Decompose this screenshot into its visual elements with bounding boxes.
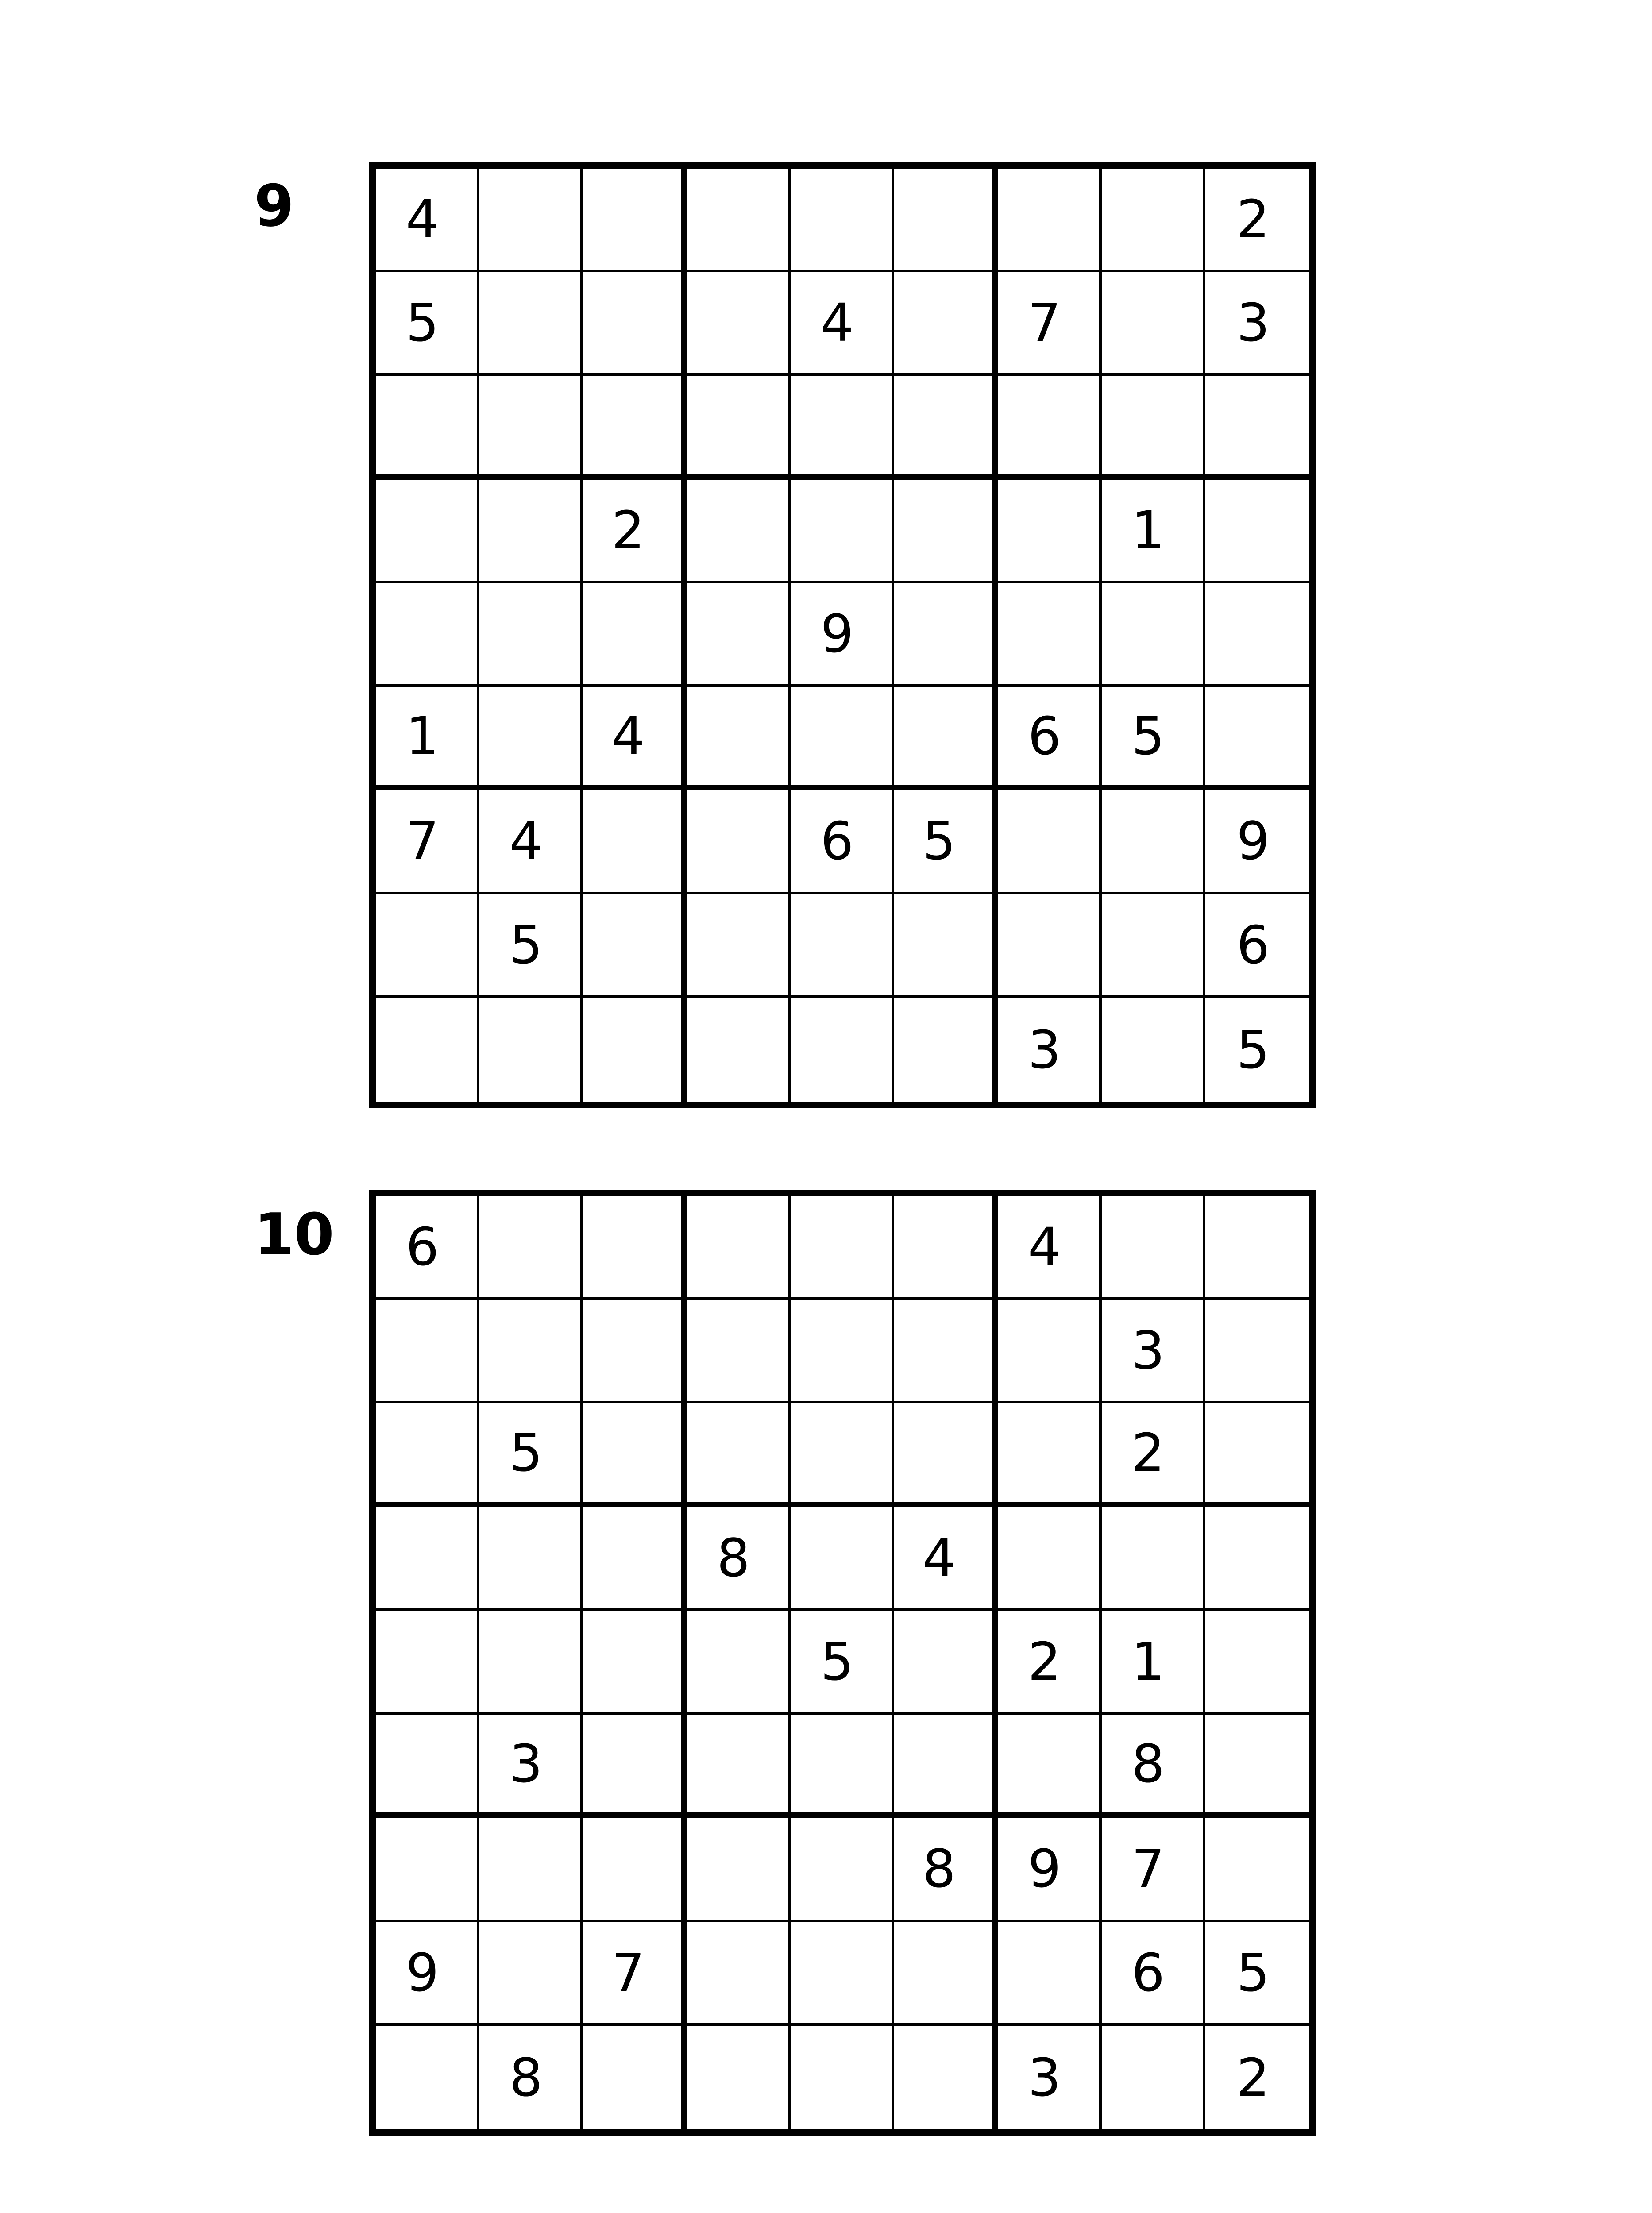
given-cell: 9 [376, 1922, 479, 2026]
empty-cell[interactable] [894, 1922, 998, 2026]
empty-cell[interactable] [687, 169, 791, 272]
given-cell: 3 [1205, 272, 1309, 376]
empty-cell[interactable] [376, 1818, 479, 1922]
empty-cell[interactable] [998, 1300, 1101, 1403]
empty-cell[interactable] [687, 790, 791, 894]
empty-cell[interactable] [376, 2026, 479, 2129]
given-cell: 5 [479, 1403, 583, 1507]
given-cell: 3 [998, 2026, 1101, 2129]
sudoku-grid-9 [369, 162, 1316, 1108]
empty-cell[interactable] [583, 2026, 687, 2129]
empty-cell[interactable] [687, 1715, 791, 1818]
given-cell: 8 [1102, 1715, 1205, 1818]
given-cell: 4 [376, 169, 479, 272]
empty-cell[interactable] [894, 1196, 998, 1300]
empty-cell[interactable] [1102, 2026, 1205, 2129]
given-cell: 7 [998, 272, 1101, 376]
empty-cell[interactable] [687, 1818, 791, 1922]
empty-cell[interactable] [1205, 687, 1309, 790]
empty-cell[interactable] [998, 480, 1101, 583]
empty-cell[interactable] [583, 1715, 687, 1818]
puzzle-number-10: 10 [254, 1201, 334, 1268]
empty-cell[interactable] [1102, 790, 1205, 894]
empty-cell[interactable] [479, 1818, 583, 1922]
empty-cell[interactable] [687, 1922, 791, 2026]
empty-cell[interactable] [894, 272, 998, 376]
empty-cell[interactable] [479, 169, 583, 272]
empty-cell[interactable] [687, 894, 791, 998]
empty-cell[interactable] [1205, 1818, 1309, 1922]
empty-cell[interactable] [376, 376, 479, 479]
empty-cell[interactable] [376, 480, 479, 583]
empty-cell[interactable] [376, 1715, 479, 1818]
empty-cell[interactable] [687, 376, 791, 479]
empty-cell[interactable] [1205, 583, 1309, 687]
given-cell: 9 [998, 1818, 1101, 1922]
given-cell: 8 [894, 1818, 998, 1922]
given-cell: 4 [791, 272, 894, 376]
empty-cell[interactable] [998, 376, 1101, 479]
empty-cell[interactable] [687, 998, 791, 1102]
empty-cell[interactable] [687, 1611, 791, 1715]
empty-cell[interactable] [894, 1611, 998, 1715]
empty-cell[interactable] [687, 1196, 791, 1300]
empty-cell[interactable] [791, 2026, 894, 2129]
empty-cell[interactable] [1205, 1300, 1309, 1403]
empty-cell[interactable] [479, 1507, 583, 1611]
given-cell: 8 [687, 1507, 791, 1611]
empty-cell[interactable] [583, 894, 687, 998]
empty-cell[interactable] [894, 1715, 998, 1818]
empty-cell[interactable] [791, 894, 894, 998]
empty-cell[interactable] [1205, 1507, 1309, 1611]
given-cell: 6 [998, 687, 1101, 790]
empty-cell[interactable] [479, 1611, 583, 1715]
empty-cell[interactable] [894, 998, 998, 1102]
empty-cell[interactable] [687, 480, 791, 583]
empty-cell[interactable] [583, 1300, 687, 1403]
empty-cell[interactable] [791, 1715, 894, 1818]
given-cell: 1 [1102, 1611, 1205, 1715]
empty-cell[interactable] [687, 687, 791, 790]
empty-cell[interactable] [1205, 480, 1309, 583]
given-cell: 7 [583, 1922, 687, 2026]
given-cell: 3 [998, 998, 1101, 1102]
empty-cell[interactable] [791, 1403, 894, 1507]
given-cell: 9 [1205, 790, 1309, 894]
empty-cell[interactable] [376, 894, 479, 998]
empty-cell[interactable] [791, 1507, 894, 1611]
empty-cell[interactable] [894, 1300, 998, 1403]
given-cell: 4 [894, 1507, 998, 1611]
empty-cell[interactable] [998, 1715, 1101, 1818]
given-cell: 4 [583, 687, 687, 790]
empty-cell[interactable] [1205, 1403, 1309, 1507]
given-cell: 6 [376, 1196, 479, 1300]
empty-cell[interactable] [479, 376, 583, 479]
empty-cell[interactable] [791, 1300, 894, 1403]
given-cell: 7 [376, 790, 479, 894]
empty-cell[interactable] [687, 583, 791, 687]
empty-cell[interactable] [1102, 1196, 1205, 1300]
empty-cell[interactable] [1205, 1196, 1309, 1300]
empty-cell[interactable] [687, 1403, 791, 1507]
empty-cell[interactable] [894, 687, 998, 790]
sudoku-grid-10 [369, 1190, 1316, 2136]
given-cell: 5 [1205, 1922, 1309, 2026]
empty-cell[interactable] [791, 169, 894, 272]
empty-cell[interactable] [998, 169, 1101, 272]
empty-cell[interactable] [583, 272, 687, 376]
given-cell: 6 [1102, 1922, 1205, 2026]
given-cell: 7 [1102, 1818, 1205, 1922]
puzzle-number-9: 9 [254, 172, 294, 239]
given-cell: 9 [791, 583, 894, 687]
given-cell: 1 [376, 687, 479, 790]
empty-cell[interactable] [583, 790, 687, 894]
empty-cell[interactable] [791, 480, 894, 583]
empty-cell[interactable] [1102, 376, 1205, 479]
given-cell: 3 [1102, 1300, 1205, 1403]
empty-cell[interactable] [583, 1196, 687, 1300]
given-cell: 5 [479, 894, 583, 998]
given-cell: 4 [479, 790, 583, 894]
given-cell: 8 [479, 2026, 583, 2129]
empty-cell[interactable] [479, 1300, 583, 1403]
empty-cell[interactable] [583, 1818, 687, 1922]
empty-cell[interactable] [687, 2026, 791, 2129]
empty-cell[interactable] [1102, 169, 1205, 272]
empty-cell[interactable] [791, 376, 894, 479]
empty-cell[interactable] [376, 998, 479, 1102]
given-cell: 2 [1102, 1403, 1205, 1507]
given-cell: 2 [998, 1611, 1101, 1715]
empty-cell[interactable] [791, 1922, 894, 2026]
empty-cell[interactable] [998, 1922, 1101, 2026]
empty-cell[interactable] [376, 583, 479, 687]
empty-cell[interactable] [894, 2026, 998, 2129]
empty-cell[interactable] [479, 272, 583, 376]
empty-cell[interactable] [687, 272, 791, 376]
empty-cell[interactable] [583, 1611, 687, 1715]
empty-cell[interactable] [894, 376, 998, 479]
given-cell: 5 [1102, 687, 1205, 790]
empty-cell[interactable] [583, 376, 687, 479]
given-cell: 5 [791, 1611, 894, 1715]
empty-cell[interactable] [1102, 894, 1205, 998]
empty-cell[interactable] [583, 583, 687, 687]
empty-cell[interactable] [1205, 376, 1309, 479]
empty-cell[interactable] [894, 480, 998, 583]
given-cell: 5 [1236, 1019, 1270, 1080]
given-cell: 2 [1205, 169, 1309, 272]
empty-cell[interactable] [791, 1196, 894, 1300]
empty-cell[interactable] [376, 1403, 479, 1507]
empty-cell[interactable] [791, 687, 894, 790]
empty-cell[interactable] [1205, 1715, 1309, 1818]
given-cell: 6 [791, 790, 894, 894]
empty-cell[interactable] [894, 169, 998, 272]
empty-cell[interactable] [583, 1403, 687, 1507]
given-cell: 5 [894, 790, 998, 894]
empty-cell[interactable] [894, 1403, 998, 1507]
empty-cell[interactable] [687, 1300, 791, 1403]
empty-cell[interactable] [1102, 583, 1205, 687]
given-cell: 1 [1102, 480, 1205, 583]
empty-cell[interactable] [376, 1300, 479, 1403]
given-cell: 2 [1236, 2047, 1270, 2108]
empty-cell[interactable] [998, 790, 1101, 894]
empty-cell[interactable] [1102, 1507, 1205, 1611]
given-cell: 4 [998, 1196, 1101, 1300]
empty-cell[interactable] [998, 1403, 1101, 1507]
empty-cell[interactable] [998, 583, 1101, 687]
empty-cell[interactable] [583, 169, 687, 272]
empty-cell[interactable] [583, 998, 687, 1102]
empty-cell[interactable] [583, 1507, 687, 1611]
empty-cell[interactable] [791, 998, 894, 1102]
empty-cell[interactable] [376, 1611, 479, 1715]
empty-cell[interactable] [376, 1507, 479, 1611]
empty-cell[interactable] [1205, 1611, 1309, 1715]
empty-cell[interactable] [479, 1196, 583, 1300]
empty-cell[interactable] [479, 687, 583, 790]
empty-cell[interactable] [998, 1507, 1101, 1611]
given-cell: 5 [376, 272, 479, 376]
empty-cell[interactable] [998, 894, 1101, 998]
empty-cell[interactable] [1102, 272, 1205, 376]
empty-cell[interactable] [479, 583, 583, 687]
empty-cell[interactable] [479, 998, 583, 1102]
empty-cell[interactable] [894, 894, 998, 998]
empty-cell[interactable] [791, 1818, 894, 1922]
given-cell: 6 [1205, 894, 1309, 998]
given-cell: 3 [479, 1715, 583, 1818]
empty-cell[interactable] [479, 480, 583, 583]
empty-cell[interactable] [894, 583, 998, 687]
empty-cell[interactable] [479, 1922, 583, 2026]
empty-cell[interactable] [1102, 998, 1205, 1102]
given-cell: 2 [583, 480, 687, 583]
